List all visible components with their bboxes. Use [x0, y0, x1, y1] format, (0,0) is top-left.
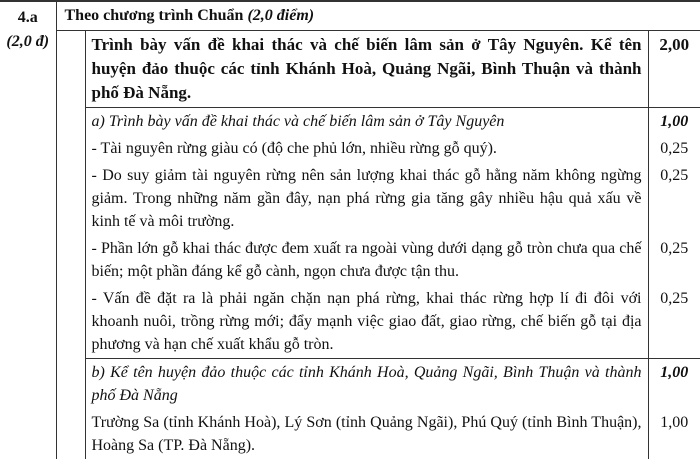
prompt-row [0, 31, 700, 108]
part-b-score: 1,00 [648, 359, 700, 410]
part-b-title-row [0, 359, 700, 410]
section-title: Theo chương trình Chuẩn [65, 7, 244, 24]
answer-score: 1,00 [648, 409, 700, 459]
part-b-title: b) Kể tên huyện đảo thuộc các tỉnh Khánh Hoà, Quảng Ngãi, Bình Thuận và thành phố Đà Nẵng [85, 359, 648, 410]
table-row [0, 235, 700, 285]
question-points: (2,0 đ) [2, 30, 54, 54]
question-prompt: Trình bày vấn đề khai thác và chế biến lâm sản ở Tây Nguyên. Kể tên huyện đảo thuộc các tỉnh Khánh Hoà, Quảng Ngãi, Bình Thuận và thành phố Đà Nẵng. [85, 31, 648, 108]
list-item: - Tài nguyên rừng giàu có (độ che phủ lớn, nhiều rừng gỗ quý). [85, 135, 648, 162]
part-a-title: a) Trình bày vấn đề khai thác và chế biến lâm sản ở Tây Nguyên [85, 108, 648, 136]
question-label-cell [0, 1, 56, 459]
item-score: 0,25 [648, 162, 700, 235]
table-row [0, 135, 700, 162]
list-item: - Do suy giảm tài nguyên rừng nên sản lượng khai thác gỗ hằng năm không ngừng giảm. Trong những năm gần đây, nạn phá rừng gia tăng gây nhiều hậu quả xấu về kinh tế và môi trường. [85, 162, 648, 235]
part-a-score: 1,00 [648, 108, 700, 136]
part-a-title-row [0, 108, 700, 136]
section-header-row [0, 1, 700, 31]
item-score: 0,25 [648, 235, 700, 285]
item-score: 0,25 [648, 285, 700, 359]
section-points: (2,0 điểm) [247, 7, 314, 24]
indent-cell [56, 31, 85, 459]
table-row [0, 285, 700, 359]
item-score: 0,25 [648, 135, 700, 162]
section-header [56, 1, 700, 31]
list-item: - Phần lớn gỗ khai thác được đem xuất ra ngoài vùng dưới dạng gỗ tròn chưa qua chế biến; một phần đáng kể gỗ cành, ngọn chưa được tận thu. [85, 235, 648, 285]
table-row [0, 409, 700, 459]
question-number: 4.a [2, 6, 54, 30]
table-row [0, 162, 700, 235]
list-item: - Vấn đề đặt ra là phải ngăn chặn nạn phá rừng, khai thác rừng hợp lí đi đôi với khoanh nuôi, trồng rừng mới; đẩy mạnh việc giao đất, giao rừng, chế biến gỗ tại địa phương và hạn chế xuất khẩu gỗ tròn. [85, 285, 648, 359]
part-b-answer: Trường Sa (tỉnh Khánh Hoà), Lý Sơn (tỉnh Quảng Ngãi), Phú Quý (tỉnh Bình Thuận), Hoàng Sa (TP. Đà Nẵng). [85, 409, 648, 459]
prompt-score: 2,00 [648, 31, 700, 108]
